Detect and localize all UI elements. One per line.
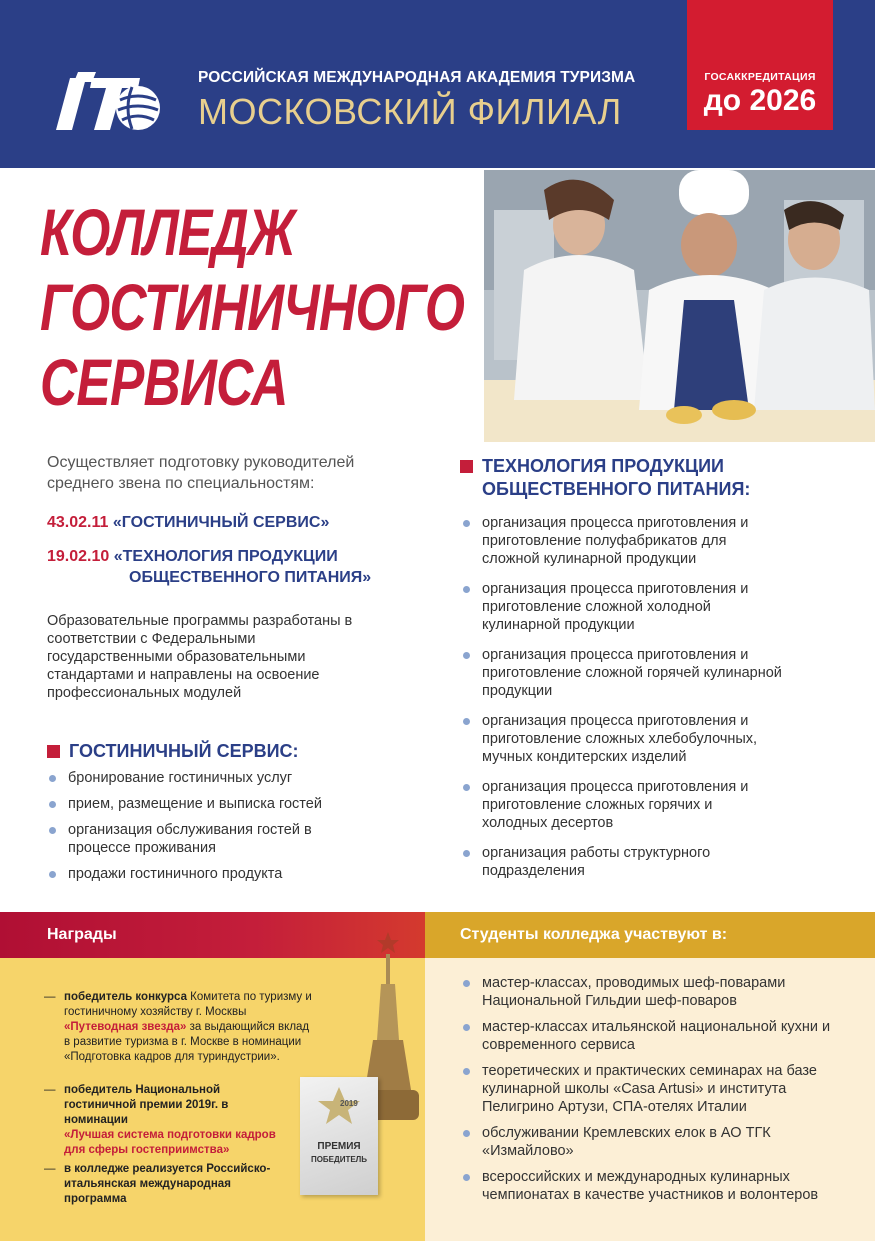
academy-name: РОССИЙСКАЯ МЕЖДУНАРОДНАЯ АКАДЕМИЯ ТУРИЗМА	[198, 69, 636, 86]
list-item: организация процесса приготовления и приготовление полуфабрикатов для сложной кулинарной продукции	[460, 514, 762, 568]
branch-name: МОСКОВСКИЙ ФИЛИАЛ	[198, 91, 622, 132]
specialty-2-name-line-1: «ТЕХНОЛОГИЯ ПРОДУКЦИИ	[113, 548, 338, 565]
red-square-icon	[460, 460, 473, 473]
hotel-service-list	[46, 769, 366, 883]
specialty-1	[47, 512, 329, 533]
red-square-icon	[47, 745, 60, 758]
chefs-photo	[484, 170, 875, 442]
list-item: продажи гостиничного продукта	[46, 865, 366, 883]
star-icon	[300, 1085, 378, 1125]
list-item: теоретических и практических семинарах на базе кулинарной школы «Casa Artusi» и института Пелигрино Артузи, СПА-отелях Италии	[460, 1062, 842, 1116]
bullet-icon	[463, 980, 470, 987]
hotel-service-title: ГОСТИНИЧНЫЙ СЕРВИС:	[47, 740, 299, 762]
bullet-icon	[463, 1174, 470, 1181]
award-2: — победитель Национальной гостиничной премии 2019г. в номинации «Лучшая система подготовки кадров для сферы гостеприимства»	[44, 1084, 276, 1156]
list-item: организация процесса приготовления и приготовление сложных хлебобулочных, мучных кондитерских изделий	[460, 712, 802, 766]
bullet-icon	[463, 718, 470, 725]
bullet-icon	[49, 871, 56, 878]
intro-text-line-2: среднего звена по специальностям:	[47, 475, 315, 492]
list-item: организация обслуживания гостей в процессе проживания	[46, 821, 318, 857]
accreditation-label: ГОСАККРЕДИТАЦИЯ	[704, 71, 816, 83]
specialty-1-name: «ГОСТИНИЧНЫЙ СЕРВИС»	[112, 514, 330, 531]
intro-text-line-1: Осуществляет подготовку руководителей	[47, 454, 355, 471]
specialty-2-code: 19.02.10	[47, 548, 110, 565]
bullet-icon	[463, 520, 470, 527]
bullet-icon	[49, 775, 56, 782]
bullet-icon	[463, 1024, 470, 1031]
list-item: организация процесса приготовления и приготовление сложных горячих и холодных десертов	[460, 778, 762, 832]
accreditation-value: до 2026	[703, 84, 817, 117]
food-tech-title: ТЕХНОЛОГИЯ ПРОДУКЦИИ	[460, 455, 724, 477]
accreditation-badge	[687, 0, 833, 130]
list-item: прием, размещение и выписка гостей	[46, 795, 366, 813]
bullet-icon	[49, 801, 56, 808]
specialty-1-code: 43.02.11	[47, 514, 109, 531]
bullet-icon	[463, 1130, 470, 1137]
bullet-icon	[463, 652, 470, 659]
students-list	[460, 974, 840, 1204]
food-tech-list	[460, 514, 820, 880]
title-line-2: ГОСТИНИЧНОГО	[40, 270, 465, 344]
prize-year: 2019	[340, 1099, 358, 1108]
prize-plaque	[300, 1077, 378, 1195]
list-item: организация процесса приготовления и приготовление сложной горячей кулинарной продукции	[460, 646, 827, 700]
award-1: — победитель конкурса Комитета по туризму и гостиничному хозяйству г. Москвы «Путеводная звезда» за выдающийся вклад в развитие туризма в г. Москве в номинации «Подготовка кадров для туриндустрии».	[44, 991, 312, 1063]
list-item: мастер-классах, проводимых шеф-поварами Национальной Гильдии шеф-поваров	[460, 974, 812, 1010]
bullet-icon	[49, 827, 56, 834]
list-item: обслуживании Кремлевских елок в АО ТГК «Измайлово»	[460, 1124, 812, 1160]
prize-name: ПРЕМИЯ	[317, 1141, 361, 1152]
awards-title: Награды	[47, 926, 117, 943]
list-item: организация процесса приготовления и приготовление сложной холодной кулинарной продукции	[460, 580, 762, 634]
bullet-icon	[463, 1068, 470, 1075]
bullet-icon	[463, 586, 470, 593]
bullet-icon	[463, 850, 470, 857]
programs-description: Образовательные программы разработаны в соответствии с Федеральными государственными образовательными стандартами и направлены на освоение профессиональных модулей	[47, 613, 353, 701]
bullet-icon	[463, 784, 470, 791]
list-item: организация работы структурного подразделения	[460, 844, 742, 880]
food-tech-title-line-2: ОБЩЕСТВЕННОГО ПИТАНИЯ:	[482, 479, 751, 499]
specialty-2	[47, 546, 338, 567]
list-item: бронирование гостиничных услуг	[46, 769, 366, 787]
list-item: всероссийских и международных кулинарных чемпионатах в качестве участников и волонтеров	[460, 1168, 842, 1204]
students-title: Студенты колледжа участвуют в:	[460, 926, 728, 943]
specialty-2-name-line-2: ОБЩЕСТВЕННОГО ПИТАНИЯ»	[129, 569, 372, 586]
list-item: мастер-классах итальянской национальной кухни и современного сервиса	[460, 1018, 842, 1054]
award-3: — в колледже реализуется Российско-итальянская международная программа	[44, 1163, 271, 1205]
title-line-1: КОЛЛЕДЖ	[40, 195, 295, 269]
academy-logo	[52, 70, 167, 134]
prize-winner: ПОБЕДИТЕЛЬ	[310, 1155, 368, 1164]
title-line-3: СЕРВИСА	[40, 345, 288, 419]
intro-block	[47, 452, 407, 494]
